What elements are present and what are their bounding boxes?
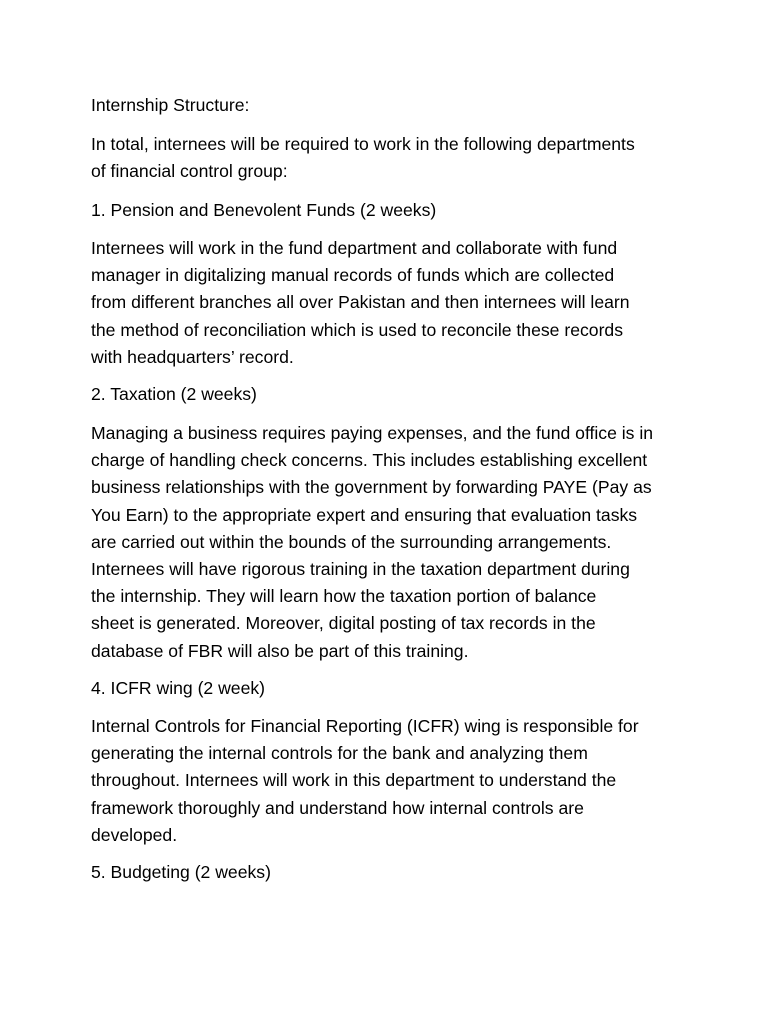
section-title-icfr xyxy=(91,675,691,702)
text-line: Internees will have rigorous training in the taxation department during xyxy=(91,559,630,580)
section-title-text: 5. Budgeting (2 weeks) xyxy=(91,862,271,882)
text-line: manager in digitalizing manual records of funds which are collected xyxy=(91,265,615,286)
text-line: framework thoroughly and understand how internal controls are xyxy=(91,797,584,818)
section-body-taxation xyxy=(91,420,691,665)
text-line: You Earn) to the appropriate expert and ensuring that evaluation tasks xyxy=(91,504,638,525)
text-line: with headquarters’ record. xyxy=(91,346,294,367)
text-line: the internship. They will learn how the taxation portion of balance xyxy=(91,586,597,607)
heading-text: Internship Structure: xyxy=(91,95,250,115)
text-line: Internal Controls for Financial Reporting (ICFR) wing is responsible for xyxy=(91,716,639,736)
text-line: of financial control group: xyxy=(91,161,288,182)
text-line: In total, internees will be required to work in the following departments xyxy=(91,134,635,154)
text-line: developed. xyxy=(91,824,178,845)
section-title-text: 4. ICFR wing (2 week) xyxy=(91,678,266,698)
section-title-taxation xyxy=(91,381,691,408)
text-line: business relationships with the government by forwarding PAYE (Pay as xyxy=(91,477,652,498)
document-heading xyxy=(91,92,691,119)
text-line: the method of reconciliation which is used to reconcile these records xyxy=(91,319,624,340)
intro-paragraph xyxy=(91,131,691,185)
text-line: generating the internal controls for the bank and analyzing them xyxy=(91,743,588,764)
text-line: database of FBR will also be part of this training. xyxy=(91,640,469,661)
section-body-pension xyxy=(91,235,691,371)
text-line: Managing a business requires paying expenses, and the fund office is in xyxy=(91,423,654,443)
section-title-pension xyxy=(91,197,691,224)
section-title-text: 1. Pension and Benevolent Funds (2 weeks) xyxy=(91,200,437,220)
text-line: sheet is generated. Moreover, digital posting of tax records in the xyxy=(91,613,596,634)
section-body-icfr xyxy=(91,713,691,849)
section-title-budgeting xyxy=(91,859,691,886)
text-line: throughout. Internees will work in this department to understand the xyxy=(91,770,617,791)
text-line: Internees will work in the fund department and collaborate with fund xyxy=(91,238,618,258)
text-line: charge of handling check concerns. This includes establishing excellent xyxy=(91,450,648,471)
text-line: are carried out within the bounds of the surrounding arrangements. xyxy=(91,531,612,552)
text-line: from different branches all over Pakistan and then internees will learn xyxy=(91,292,630,313)
section-title-text: 2. Taxation (2 weeks) xyxy=(91,384,257,404)
